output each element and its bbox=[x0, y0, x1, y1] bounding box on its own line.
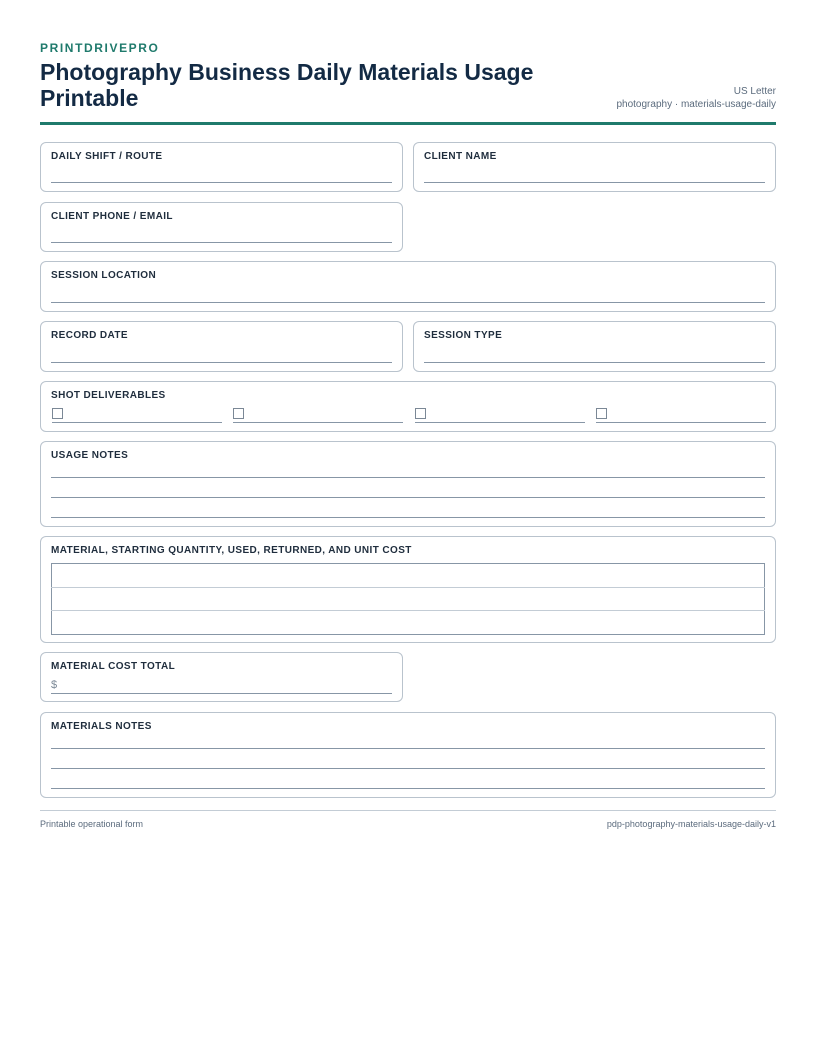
usage-notes-field[interactable] bbox=[40, 441, 776, 527]
record-date-label: RECORD DATE bbox=[51, 330, 128, 341]
materials-table-field bbox=[40, 536, 776, 643]
deliverable-item-4 bbox=[596, 408, 766, 424]
deliverable-line-1[interactable] bbox=[52, 422, 222, 423]
deliverable-item-1 bbox=[52, 408, 222, 424]
materials-table-label: MATERIAL, STARTING QUANTITY, USED, RETURNED, AND UNIT COST bbox=[51, 545, 412, 556]
deliverable-checkbox-2[interactable] bbox=[233, 408, 244, 419]
session-location-label: SESSION LOCATION bbox=[51, 270, 157, 281]
document-meta bbox=[616, 85, 776, 111]
footer-left-text: Printable operational form bbox=[40, 819, 144, 829]
materials-table bbox=[51, 563, 765, 635]
shift-route-field[interactable] bbox=[40, 142, 403, 192]
client-contact-input-line[interactable] bbox=[51, 242, 392, 243]
shift-route-input-line[interactable] bbox=[51, 182, 392, 183]
table-row[interactable] bbox=[52, 564, 765, 588]
footer-divider bbox=[40, 810, 776, 811]
materials-notes-line-3[interactable] bbox=[51, 788, 765, 789]
client-contact-field[interactable] bbox=[40, 202, 403, 252]
deliverable-item-2 bbox=[233, 408, 403, 424]
deliverable-line-3[interactable] bbox=[415, 422, 585, 423]
footer-form-id: pdp-photography-materials-usage-daily-v1 bbox=[606, 819, 776, 829]
table-cell[interactable] bbox=[52, 564, 765, 588]
client-name-field[interactable] bbox=[413, 142, 776, 192]
deliverable-checkbox-4[interactable] bbox=[596, 408, 607, 419]
shift-route-label: DAILY SHIFT / ROUTE bbox=[51, 151, 163, 162]
document-tags: photography · materials-usage-daily bbox=[616, 99, 776, 110]
record-date-field[interactable] bbox=[40, 321, 403, 372]
materials-notes-field[interactable] bbox=[40, 712, 776, 798]
materials-notes-label: MATERIALS NOTES bbox=[51, 721, 152, 732]
materials-notes-line-2[interactable] bbox=[51, 768, 765, 769]
deliverable-checkbox-1[interactable] bbox=[52, 408, 63, 419]
table-row[interactable] bbox=[52, 611, 765, 635]
usage-notes-line-1[interactable] bbox=[51, 477, 765, 478]
deliverable-item-3 bbox=[415, 408, 585, 424]
usage-notes-line-3[interactable] bbox=[51, 517, 765, 518]
table-row[interactable] bbox=[52, 587, 765, 611]
header-divider bbox=[40, 122, 776, 125]
session-location-field[interactable] bbox=[40, 261, 776, 312]
session-location-input-line[interactable] bbox=[51, 302, 765, 303]
brand-name: PRINTDRIVEPRO bbox=[40, 41, 160, 55]
material-cost-total-input-line[interactable] bbox=[51, 693, 392, 694]
client-name-input-line[interactable] bbox=[424, 182, 765, 183]
table-cell[interactable] bbox=[52, 587, 765, 611]
shot-deliverables-label: SHOT DELIVERABLES bbox=[51, 390, 166, 401]
usage-notes-label: USAGE NOTES bbox=[51, 450, 129, 461]
client-contact-label: CLIENT PHONE / EMAIL bbox=[51, 211, 173, 222]
session-type-field[interactable] bbox=[413, 321, 776, 372]
deliverable-line-4[interactable] bbox=[596, 422, 766, 423]
client-name-label: CLIENT NAME bbox=[424, 151, 497, 162]
deliverable-line-2[interactable] bbox=[233, 422, 403, 423]
materials-notes-line-1[interactable] bbox=[51, 748, 765, 749]
deliverable-checkbox-3[interactable] bbox=[415, 408, 426, 419]
shot-deliverables-field bbox=[40, 381, 776, 432]
material-cost-total-label: MATERIAL COST TOTAL bbox=[51, 661, 176, 672]
record-date-input-line[interactable] bbox=[51, 362, 392, 363]
usage-notes-line-2[interactable] bbox=[51, 497, 765, 498]
session-type-input-line[interactable] bbox=[424, 362, 765, 363]
page-title: Photography Business Daily Materials Usage Printable bbox=[40, 59, 534, 111]
material-cost-total-field[interactable] bbox=[40, 652, 403, 702]
session-type-label: SESSION TYPE bbox=[424, 330, 503, 341]
paper-size: US Letter bbox=[733, 86, 776, 97]
currency-symbol: $ bbox=[51, 679, 58, 691]
table-cell[interactable] bbox=[52, 611, 765, 635]
